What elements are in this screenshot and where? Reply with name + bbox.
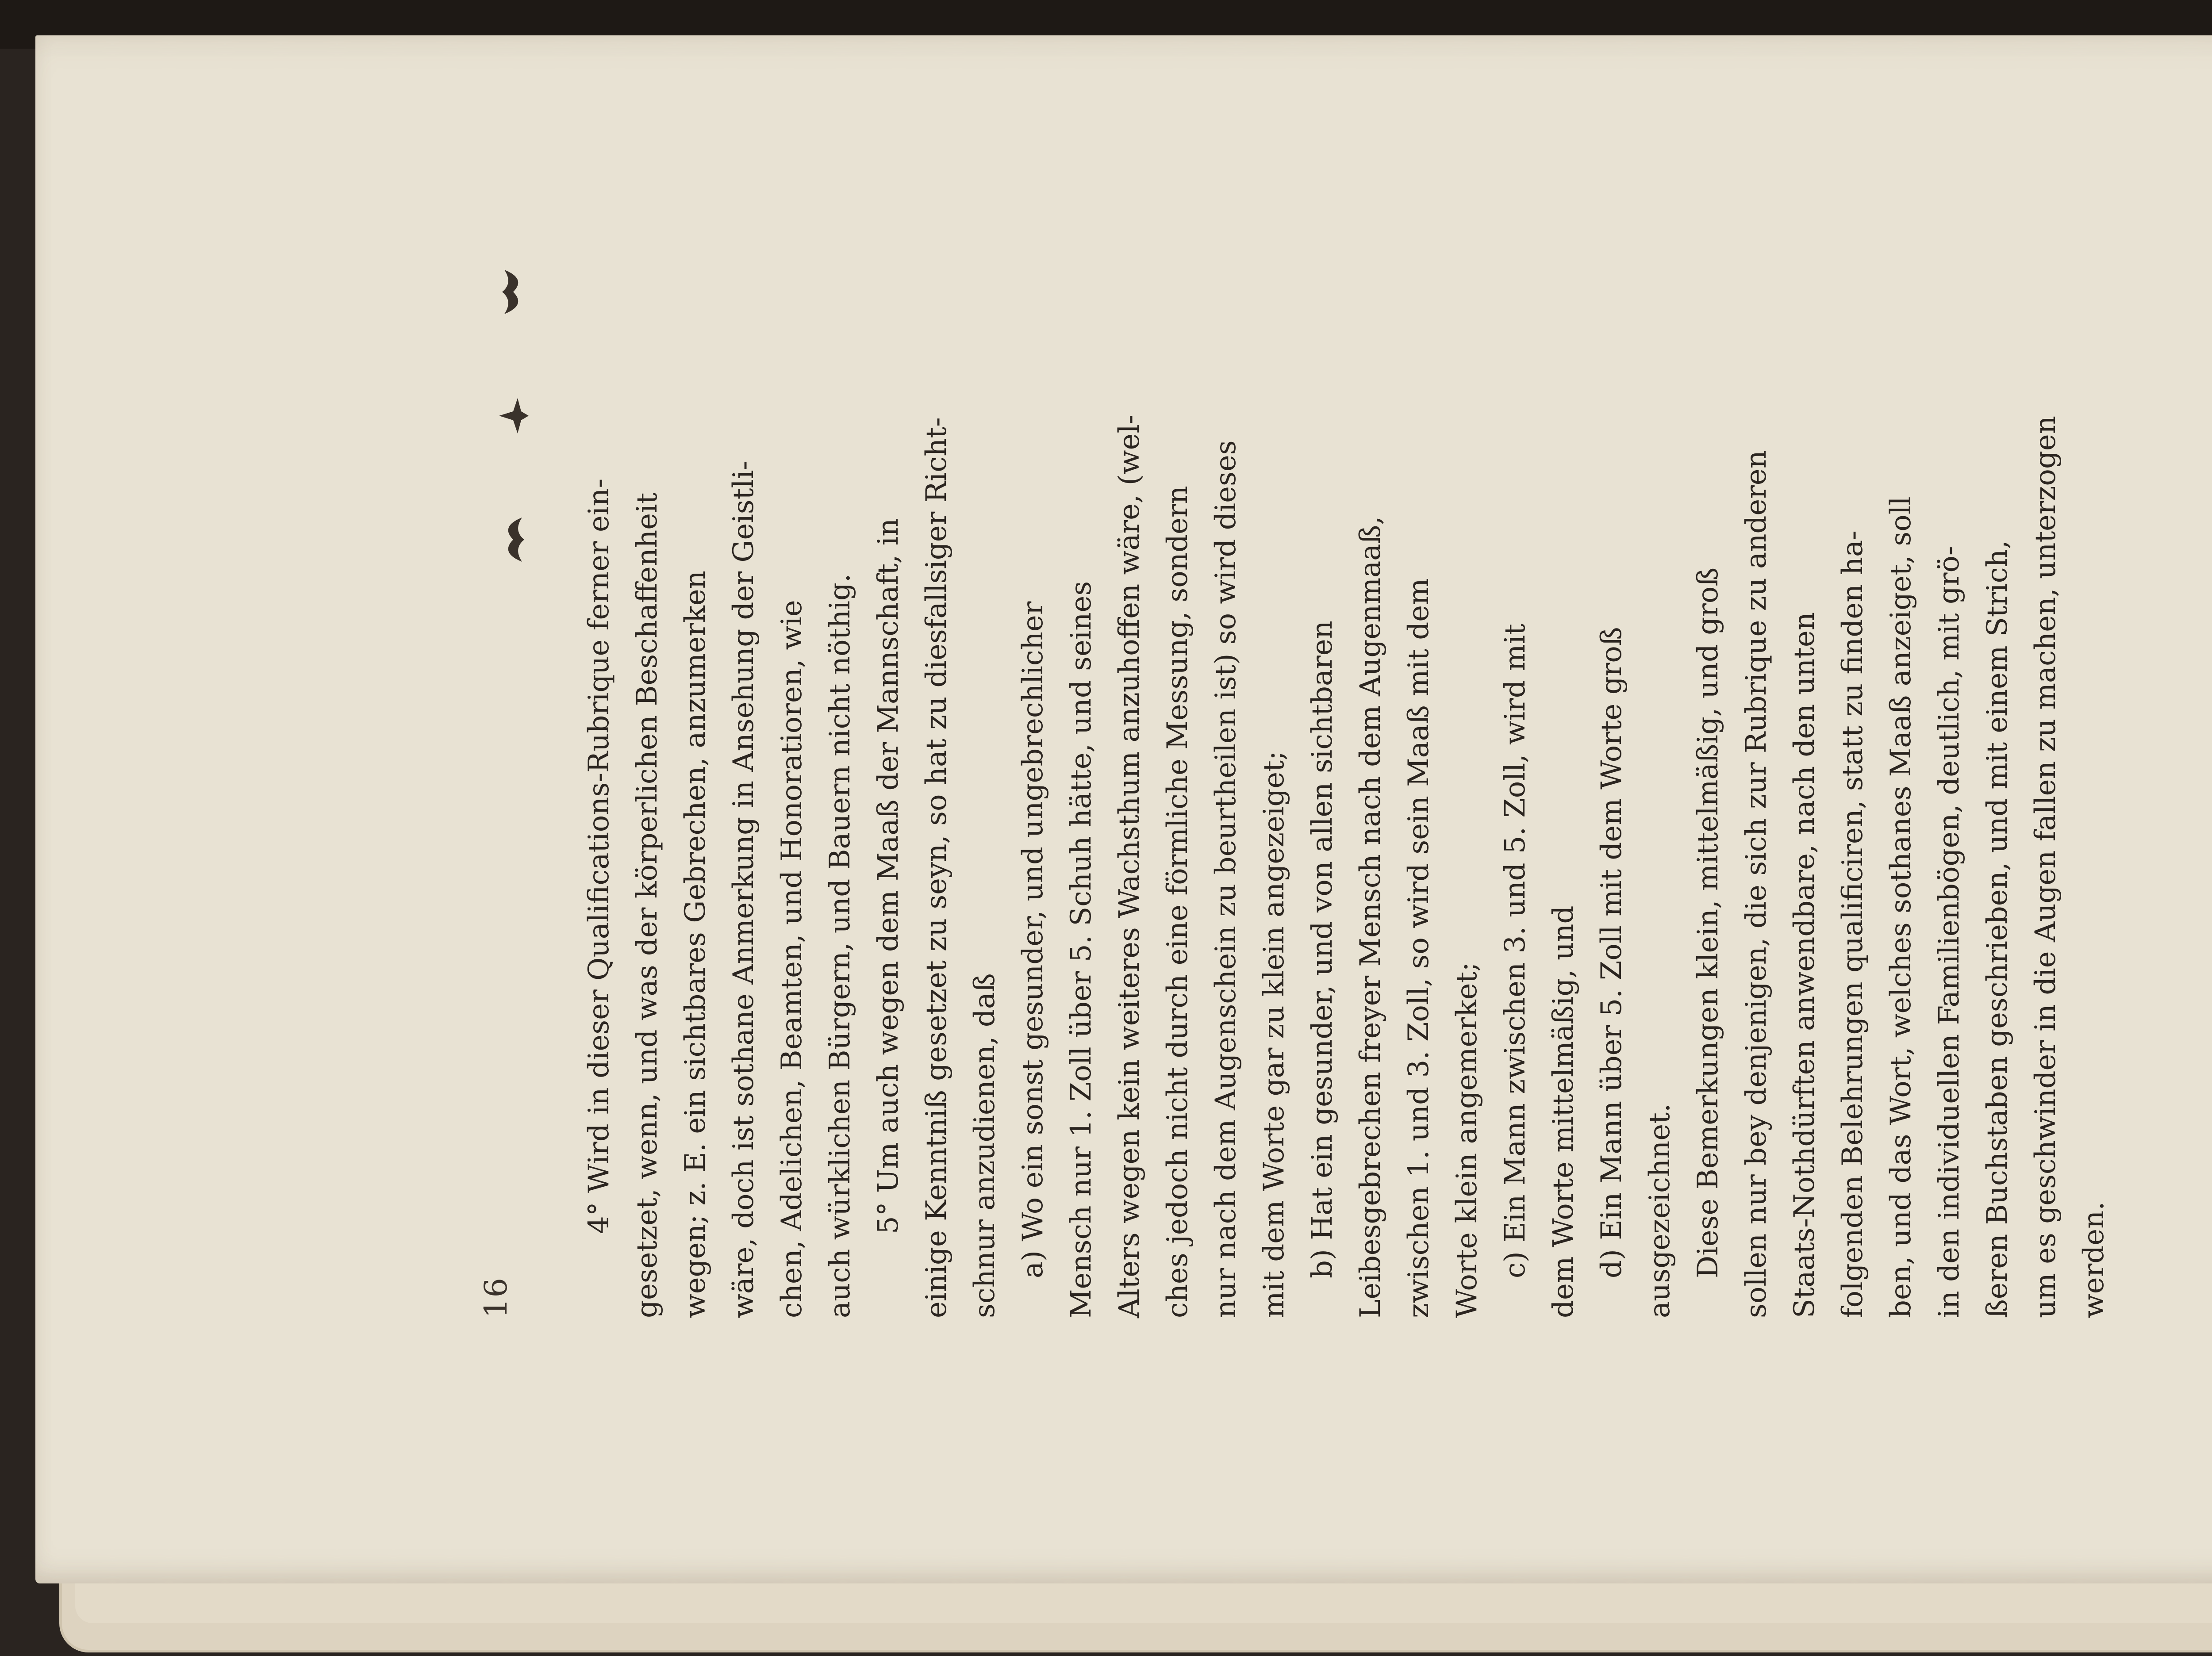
text-line: wegen; z. E. ein sichtbares Gebrechen, anzumerken: [679, 571, 712, 1318]
text-line: d) Ein Mann über 5. Zoll mit dem Worte groß: [1595, 627, 1628, 1278]
text-line: mit dem Worte gar zu klein angezeiget;: [1258, 751, 1290, 1318]
text-line: Staats-Nothdürften anwendbare, nach den unten: [1788, 612, 1821, 1318]
text-line: auch würklichen Bürgern, und Bauern nicht nöthig.: [824, 573, 856, 1318]
text-line: b) Hat ein gesunder, und von allen sichtbaren: [1306, 621, 1339, 1278]
text-line: schnur anzudienen, daß: [968, 973, 1001, 1318]
text-line: ßeren Buchstaben geschrieben, und mit einem Strich,: [1981, 540, 2014, 1318]
text-line: gesetzet, wenn, und was der körperlichen Beschaffenheit: [631, 492, 664, 1318]
text-line: Leibesgebrechen freyer Mensch nach dem Augenmaaß,: [1354, 516, 1387, 1318]
rotated-text-block: [478, 124, 2203, 1318]
ornament-left-icon: [495, 513, 531, 566]
text-line: 4° Wird in dieser Qualifications-Rubrique ferner ein-: [583, 478, 615, 1234]
text-line: Mensch nur 1. Zoll über 5. Schuh hätte, und seines: [1065, 581, 1098, 1318]
text-line: c) Ein Mann zwischen 3. und 5. Zoll, wird mit: [1499, 624, 1532, 1278]
body-text: [575, 0, 2118, 1318]
text-line: Diese Bemerkungen klein, mittelmäßig, und groß: [1692, 567, 1724, 1278]
text-line: ausgezeichnet.: [1644, 1103, 1676, 1318]
book-page: [35, 35, 2212, 1583]
text-line: zwischen 1. und 3. Zoll, so wird sein Maaß mit dem: [1402, 578, 1435, 1318]
ornament-center-icon: [495, 389, 531, 442]
text-line: a) Wo ein sonst gesunder, und ungebrechlicher: [1017, 601, 1049, 1278]
page-number: 16: [478, 1276, 514, 1318]
text-line: wäre, doch ist sothane Anmerkung in Ansehung der Geistli-: [727, 460, 760, 1318]
printers-ornament: [487, 265, 540, 566]
text-line: um es geschwinder in die Augen fallen zu machen, unterzogen: [2029, 416, 2062, 1318]
text-line: nur nach dem Augenschein zu beurtheilen ist) so wird dieses: [1210, 440, 1242, 1318]
text-line: ches jedoch nicht durch eine förmliche Messung, sondern: [1161, 486, 1194, 1318]
text-line: einige Kenntniß gesetzet zu seyn, so hat zu diesfallsiger Richt-: [920, 417, 953, 1318]
text-line: folgenden Belehrungen qualificiren, statt zu finden ha-: [1836, 530, 1869, 1318]
text-line: Alters wegen kein weiteres Wachsthum anzuhoffen wäre, (wel-: [1113, 414, 1146, 1318]
text-line: dem Worte mittelmäßig, und: [1547, 905, 1580, 1318]
ornament-right-icon: [495, 265, 531, 318]
text-line: chen, Adelichen, Beamten, und Honoratioren, wie: [776, 600, 808, 1318]
text-line: ben, und das Wort, welches sothanes Maaß anzeiget, soll: [1885, 496, 1917, 1318]
text-line: werden.: [2078, 1201, 2110, 1318]
text-line: 5° Um auch wegen dem Maaß der Mannschaft, in: [872, 518, 905, 1234]
text-line: sollen nur bey denjenigen, die sich zur Rubrique zu anderen: [1740, 450, 1773, 1318]
text-line: in den individuellen Familienbögen, deutlich, mit grö-: [1933, 546, 1966, 1318]
text-line: Worte klein angemerket;: [1451, 962, 1483, 1318]
